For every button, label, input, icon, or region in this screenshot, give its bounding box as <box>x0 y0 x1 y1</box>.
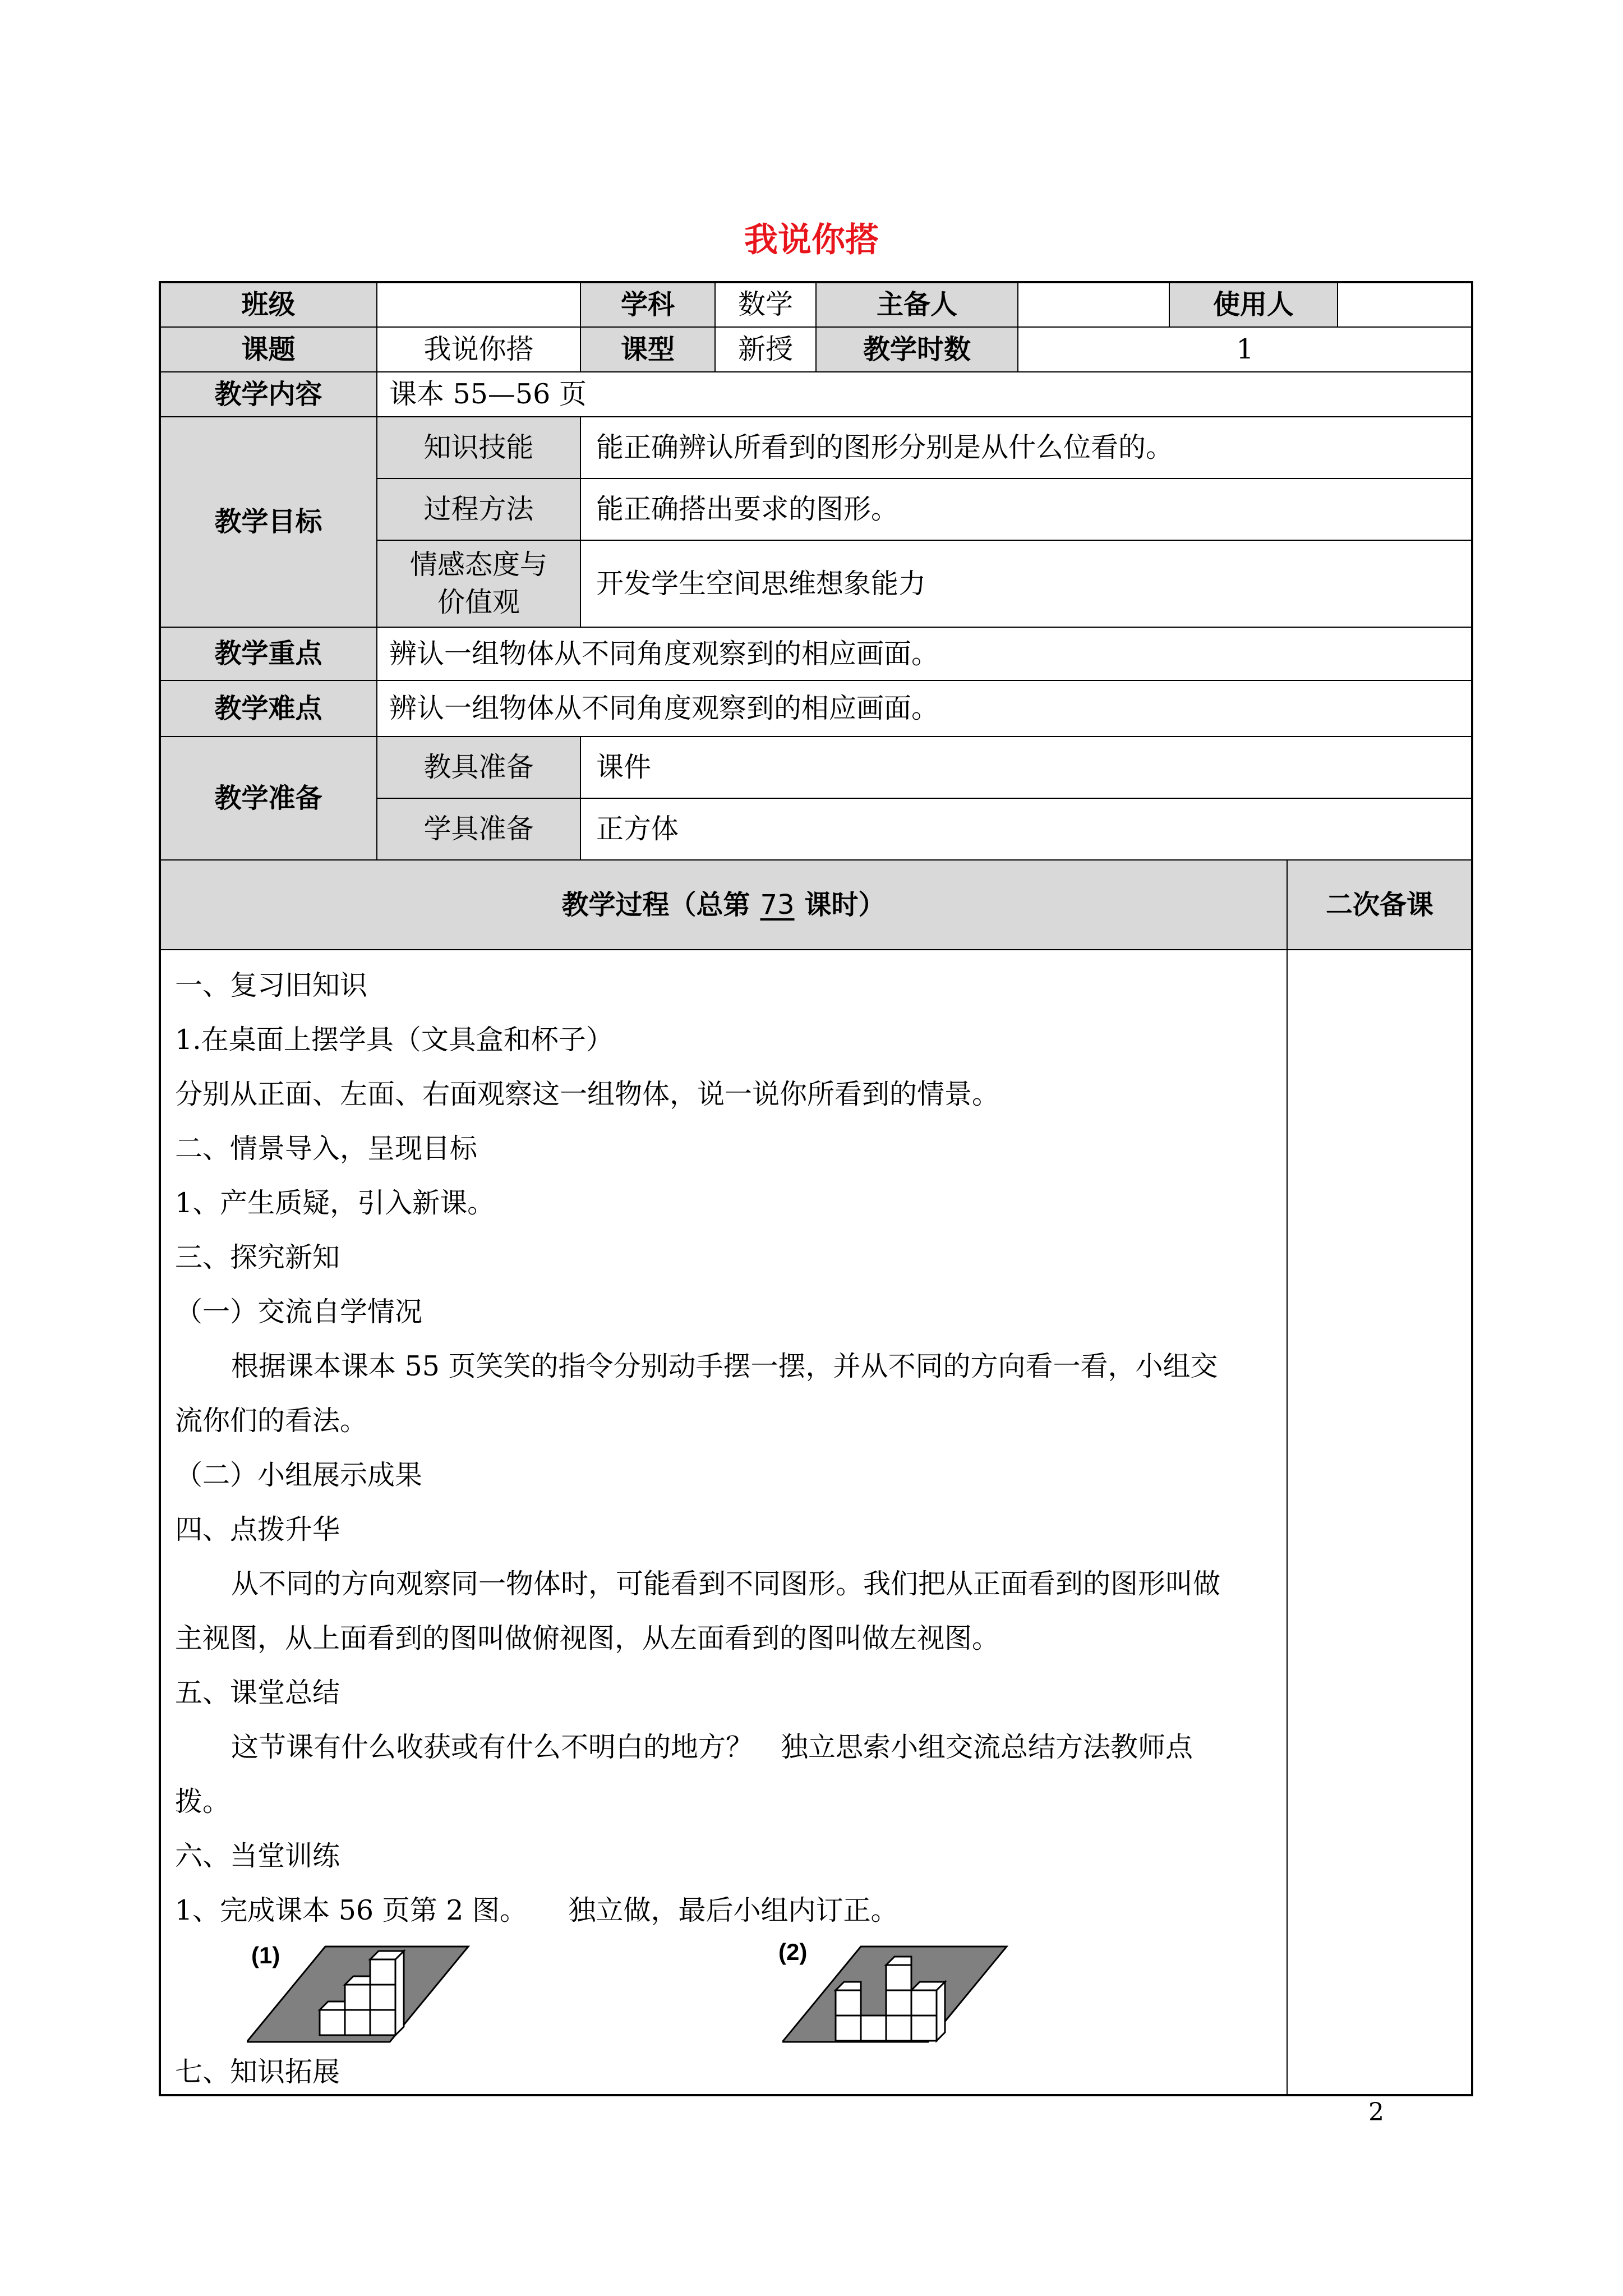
process-heading-prefix: 教学过程（总第 <box>561 889 750 921</box>
process-line-17: 六、当堂训练 <box>175 1840 340 1872</box>
student-prep-value: 正方体 <box>596 813 679 845</box>
class-label: 班级 <box>160 282 377 327</box>
col-line <box>580 282 581 372</box>
row-line <box>377 540 1472 541</box>
process-line-16: 拨。 <box>175 1786 230 1818</box>
key-point-value: 辨认一组物体从不同角度观察到的相应画面。 <box>389 637 939 670</box>
col-line <box>815 282 817 372</box>
goal-emotion-label <box>377 540 580 627</box>
goals-label: 教学目标 <box>160 417 377 627</box>
type-value: 新授 <box>737 333 793 366</box>
subject-label: 学科 <box>580 282 715 327</box>
row-line <box>160 680 1472 681</box>
process-line-7: （一）交流自学情况 <box>175 1296 423 1328</box>
row-line <box>160 416 1472 417</box>
hours-label: 教学时数 <box>816 327 1018 372</box>
col-line <box>1169 282 1170 327</box>
col-line <box>1287 860 1288 2095</box>
goal-emotion-label-line1: 情感态度与 <box>409 549 547 581</box>
row-line <box>377 478 1472 479</box>
difficulty-value: 辨认一组物体从不同角度观察到的相应画面。 <box>389 692 939 725</box>
process-line-11: 四、点拨升华 <box>175 1513 340 1545</box>
col-line <box>714 282 716 372</box>
teacher-prep-value: 课件 <box>596 751 652 784</box>
row-line <box>160 736 1472 737</box>
second-prep-label: 二次备课 <box>1287 860 1472 950</box>
col-line <box>1017 282 1018 372</box>
student-prep-label: 学具准备 <box>377 798 580 860</box>
figure-1-cube-diagram <box>247 1930 482 2047</box>
process-line-10: （二）小组展示成果 <box>175 1459 423 1491</box>
col-line <box>580 417 581 627</box>
row-line <box>377 798 1472 799</box>
row-line <box>160 949 1472 950</box>
goal-knowledge-label: 知识技能 <box>377 417 580 478</box>
process-line-1: 一、复习旧知识 <box>175 969 368 1001</box>
class-value <box>377 282 580 327</box>
subject-value: 数学 <box>737 288 793 321</box>
goal-process-value: 能正确搭出要求的图形。 <box>596 493 899 526</box>
process-line-13: 主视图，从上面看到的图叫做俯视图，从左面看到的图叫做左视图。 <box>175 1622 1000 1654</box>
process-line-5: 1、产生质疑，引入新课。 <box>175 1187 495 1219</box>
user-label: 使用人 <box>1169 282 1338 327</box>
key-point-label: 教学重点 <box>160 627 377 680</box>
process-last-line: 七、知识拓展 <box>175 2056 340 2088</box>
content-label: 教学内容 <box>160 372 377 417</box>
goal-knowledge-value: 能正确辨认所看到的图形分别是从什么位看的。 <box>596 431 1174 464</box>
process-line-3: 分别从正面、左面、右面观察这一组物体，说一说你所看到的情景。 <box>175 1078 1000 1110</box>
row-line <box>160 627 1472 628</box>
hours-value: 1 <box>1236 333 1254 366</box>
process-line-14: 五、课堂总结 <box>175 1677 340 1709</box>
page-number: 2 <box>1368 2098 1384 2127</box>
preparer-value <box>1018 282 1169 327</box>
goal-emotion-value: 开发学生空间思维想象能力 <box>596 567 926 600</box>
process-line-2: 1.在桌面上摆学具（文具盒和杯子） <box>175 1024 614 1056</box>
preparation-label: 教学准备 <box>160 737 377 860</box>
col-line <box>376 282 377 860</box>
table-border-bottom <box>159 2094 1473 2096</box>
teacher-prep-label: 教具准备 <box>377 737 580 798</box>
table-border-left <box>159 281 161 2096</box>
col-line <box>1337 282 1338 327</box>
figure-2-label: (2) <box>778 1939 808 1965</box>
lesson-number: 73 <box>760 889 795 921</box>
user-value <box>1338 282 1472 327</box>
col-line <box>580 737 581 860</box>
process-line-15: 这节课有什么收获或有什么不明白的地方？ 独立思索小组交流总结方法教师点 <box>231 1731 1193 1763</box>
process-line-6: 三、探究新知 <box>175 1241 340 1273</box>
figure-1-label: (1) <box>251 1942 280 1968</box>
process-line-18: 1、完成课本 56 页第 2 图。 独立做，最后小组内订正。 <box>175 1894 898 1926</box>
content-value: 课本 55—56 页 <box>389 378 587 411</box>
process-line-8: 根据课本课本 55 页笑笑的指令分别动手摆一摆，并从不同的方向看一看，小组交 <box>231 1350 1218 1382</box>
process-line-4: 二、情景导入，呈现目标 <box>175 1133 478 1165</box>
goal-process-label: 过程方法 <box>377 478 580 540</box>
topic-value: 我说你搭 <box>423 333 534 366</box>
difficulty-label: 教学难点 <box>160 680 377 737</box>
process-line-12: 从不同的方向观察同一物体时，可能看到不同图形。我们把从正面看到的图形叫做 <box>231 1568 1221 1600</box>
row-line <box>160 859 1472 861</box>
document-title: 我说你搭 <box>744 220 879 260</box>
goal-emotion-label-line2: 价值观 <box>437 586 520 618</box>
topic-label: 课题 <box>160 327 377 372</box>
preparer-label: 主备人 <box>816 282 1018 327</box>
process-line-9: 流你们的看法。 <box>175 1405 368 1437</box>
table-border-right <box>1471 281 1473 2096</box>
process-heading <box>160 860 1287 950</box>
process-heading-suffix: 课时） <box>804 889 886 921</box>
figure-2-cube-diagram <box>782 1930 1018 2047</box>
type-label: 课型 <box>580 327 715 372</box>
